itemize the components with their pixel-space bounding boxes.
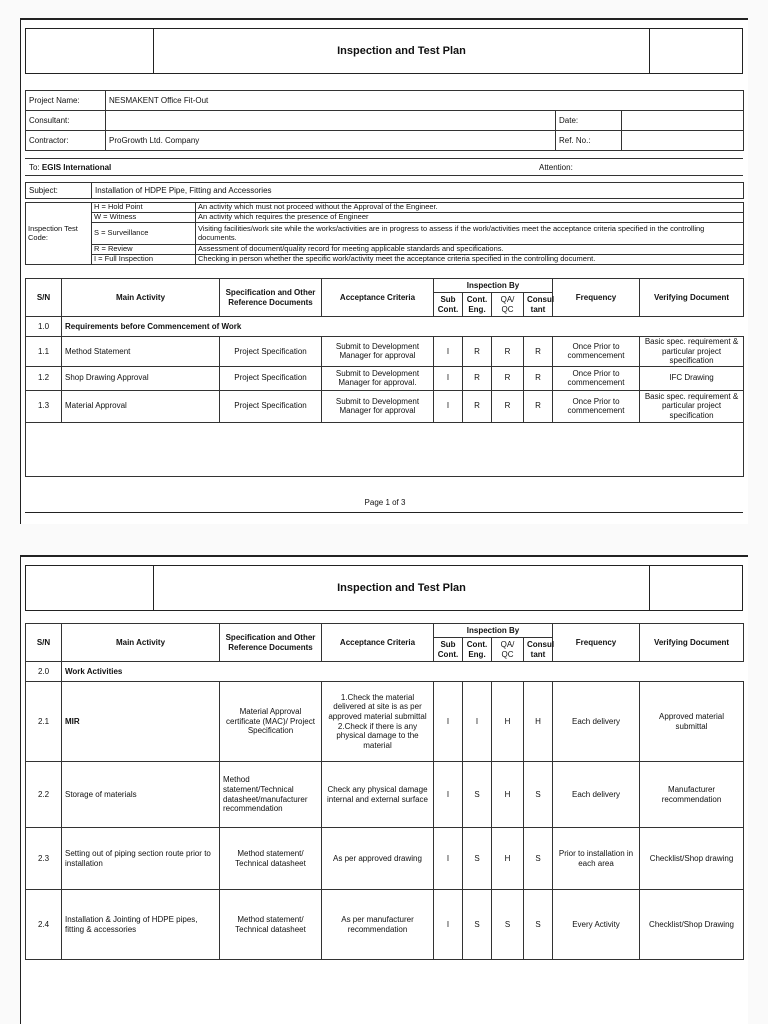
code-i: I = Full Inspection: [92, 255, 196, 265]
row-sn: 1.3: [26, 390, 62, 422]
row-sub-cont: I: [434, 390, 463, 422]
project-name-value: NESMAKENT Office Fit-Out: [106, 91, 744, 111]
consultant-value: [106, 111, 556, 131]
row-sn: 1.1: [26, 337, 62, 367]
row-verifying: Basic spec. requirement & particular project specification: [640, 390, 744, 422]
row-sub-cont: I: [434, 366, 463, 390]
row-verifying: IFC Drawing: [640, 366, 744, 390]
row-qa-qc: S: [492, 890, 524, 960]
row-cont-eng: R: [463, 337, 492, 367]
row-activity: Storage of materials: [62, 762, 220, 828]
row-frequency: Every Activity: [553, 890, 640, 960]
header-consultant: Consul tant: [524, 638, 553, 662]
header-cont-eng: Cont. Eng.: [463, 293, 492, 317]
logo-cell: [26, 566, 154, 610]
logo-cell: [26, 29, 154, 73]
row-consultant: H: [524, 682, 553, 762]
footer-rule: [25, 512, 743, 513]
row-cont-eng: S: [463, 762, 492, 828]
row-sub-cont: I: [434, 890, 463, 960]
header-main-activity: Main Activity: [62, 279, 220, 317]
row-verifying: Checklist/Shop drawing: [640, 828, 744, 890]
table-row: [26, 828, 744, 890]
header-specification: Specification and Other Reference Documents: [220, 624, 322, 662]
row-qa-qc: R: [492, 337, 524, 367]
header-main-activity: Main Activity: [62, 624, 220, 662]
section-title: Work Activities: [62, 662, 744, 682]
table-row: [26, 337, 744, 367]
document-page-1: [20, 18, 748, 524]
date-value: [622, 111, 744, 131]
row-verifying: Basic spec. requirement & particular project specification: [640, 337, 744, 367]
header-sub-cont: Sub Cont.: [434, 293, 463, 317]
row-cont-eng: R: [463, 390, 492, 422]
project-info-table: [25, 90, 744, 151]
row-sub-cont: I: [434, 682, 463, 762]
row-cont-eng: R: [463, 366, 492, 390]
row-activity: Installation & Jointing of HDPE pipes, fitting & accessories: [62, 890, 220, 960]
row-criteria: Check any physical damage internal and external surface: [322, 762, 434, 828]
row-criteria: As per manufacturer recommendation: [322, 890, 434, 960]
ref-no-value: [622, 131, 744, 151]
header-qa-qc: QA/ QC: [492, 638, 524, 662]
header-verifying-document: Verifying Document: [640, 624, 744, 662]
header-sn: S/N: [26, 624, 62, 662]
header-frequency: Frequency: [553, 624, 640, 662]
row-spec: Method statement/Technical datasheet/manufacturer recommendation: [220, 762, 322, 828]
row-sn: 1.2: [26, 366, 62, 390]
row-qa-qc: H: [492, 828, 524, 890]
table-row: [26, 682, 744, 762]
table-row: [26, 366, 744, 390]
document-page-2: [20, 555, 748, 1024]
itp-table-page-2: [25, 623, 744, 960]
code-w: W = Witness: [92, 213, 196, 223]
row-sub-cont: I: [434, 828, 463, 890]
page-title: Inspection and Test Plan: [154, 29, 650, 73]
code-r: R = Review: [92, 245, 196, 255]
attention-label: Attention:: [539, 162, 573, 172]
row-consultant: R: [524, 337, 553, 367]
header-inspection-by: Inspection By: [434, 279, 553, 293]
row-spec: Project Specification: [220, 390, 322, 422]
subject-label: Subject:: [26, 183, 92, 199]
header-inspection-by: Inspection By: [434, 624, 553, 638]
date-label: Date:: [556, 111, 622, 131]
title-right-cell: [650, 566, 742, 610]
row-sn: 2.3: [26, 828, 62, 890]
header-sn: S/N: [26, 279, 62, 317]
row-sub-cont: I: [434, 762, 463, 828]
row-cont-eng: I: [463, 682, 492, 762]
row-activity: Material Approval: [62, 390, 220, 422]
row-qa-qc: H: [492, 762, 524, 828]
table-row: [26, 890, 744, 960]
section-sn: 1.0: [26, 317, 62, 337]
title-block: [25, 565, 743, 611]
row-spec: Material Approval certificate (MAC)/ Project Specification: [220, 682, 322, 762]
contractor-value: ProGrowth Ltd. Company: [106, 131, 556, 151]
row-verifying: Approved material submittal: [640, 682, 744, 762]
inspection-codes-table: [25, 202, 744, 265]
row-spec: Project Specification: [220, 366, 322, 390]
row-activity: Shop Drawing Approval: [62, 366, 220, 390]
code-s-desc: Visiting facilities/work site while the works/activities are in progress to assess if the work/activities meet the acceptance criteria specified in the controlling documents.: [196, 223, 744, 245]
row-activity: Method Statement: [62, 337, 220, 367]
code-w-desc: An activity which requires the presence of Engineer: [196, 213, 744, 223]
header-sub-cont: Sub Cont.: [434, 638, 463, 662]
row-criteria: Submit to Development Manager for approval.: [322, 366, 434, 390]
to-label: To:: [29, 162, 40, 172]
code-i-desc: Checking in person whether the specific work/activity meet the acceptance criteria specified in the controlling document.: [196, 255, 744, 265]
row-cont-eng: S: [463, 890, 492, 960]
row-frequency: Once Prior to commencement: [553, 337, 640, 367]
code-h-desc: An activity which must not proceed without the Approval of the Engineer.: [196, 203, 744, 213]
contractor-label: Contractor:: [26, 131, 106, 151]
header-consultant: Consul tant: [524, 293, 553, 317]
title-block: [25, 28, 743, 74]
row-sn: 2.4: [26, 890, 62, 960]
row-criteria: As per approved drawing: [322, 828, 434, 890]
row-qa-qc: R: [492, 366, 524, 390]
table-row: [26, 762, 744, 828]
section-sn: 2.0: [26, 662, 62, 682]
row-cont-eng: S: [463, 828, 492, 890]
row-spec: Method statement/ Technical datasheet: [220, 890, 322, 960]
section-title: Requirements before Commencement of Work: [62, 317, 744, 337]
row-criteria: Submit to Development Manager for approval: [322, 337, 434, 367]
code-r-desc: Assessment of document/quality record for meeting applicable standards and specifications.: [196, 245, 744, 255]
row-criteria: Submit to Development Manager for approval: [322, 390, 434, 422]
subject-value: Installation of HDPE Pipe, Fitting and Accessories: [92, 183, 744, 199]
header-cont-eng: Cont. Eng.: [463, 638, 492, 662]
row-frequency: Each delivery: [553, 682, 640, 762]
empty-row: [26, 422, 744, 476]
inspection-code-label: Inspection Test Code:: [26, 203, 92, 265]
row-consultant: R: [524, 366, 553, 390]
row-verifying: Checklist/Shop Drawing: [640, 890, 744, 960]
to-recipient: EGIS International: [41, 162, 112, 172]
header-acceptance-criteria: Acceptance Criteria: [322, 624, 434, 662]
table-row: [26, 390, 744, 422]
header-verifying-document: Verifying Document: [640, 279, 744, 317]
row-consultant: S: [524, 828, 553, 890]
title-right-cell: [650, 29, 742, 73]
row-frequency: Once Prior to commencement: [553, 390, 640, 422]
row-frequency: Prior to installation in each area: [553, 828, 640, 890]
row-sub-cont: I: [434, 337, 463, 367]
row-consultant: S: [524, 890, 553, 960]
row-consultant: R: [524, 390, 553, 422]
consultant-label: Consultant:: [26, 111, 106, 131]
project-name-label: Project Name:: [26, 91, 106, 111]
empty-cell: [26, 422, 744, 476]
row-qa-qc: R: [492, 390, 524, 422]
header-acceptance-criteria: Acceptance Criteria: [322, 279, 434, 317]
row-frequency: Once Prior to commencement: [553, 366, 640, 390]
header-specification: Specification and Other Reference Documents: [220, 279, 322, 317]
itp-table-page-1: [25, 278, 744, 477]
header-qa-qc: QA/ QC: [492, 293, 524, 317]
row-activity: MIR: [62, 682, 220, 762]
row-sn: 2.1: [26, 682, 62, 762]
row-qa-qc: H: [492, 682, 524, 762]
row-sn: 2.2: [26, 762, 62, 828]
page-number: Page 1 of 3: [364, 498, 406, 507]
row-spec: Method statement/ Technical datasheet: [220, 828, 322, 890]
to-line: [25, 158, 743, 176]
row-spec: Project Specification: [220, 337, 322, 367]
row-verifying: Manufacturer recommendation: [640, 762, 744, 828]
header-frequency: Frequency: [553, 279, 640, 317]
row-consultant: S: [524, 762, 553, 828]
row-frequency: Each delivery: [553, 762, 640, 828]
code-s: S = Surveillance: [92, 223, 196, 245]
row-activity: Setting out of piping section route prior to installation: [62, 828, 220, 890]
page-title: Inspection and Test Plan: [154, 566, 650, 610]
code-h: H = Hold Point: [92, 203, 196, 213]
subject-table: [25, 182, 744, 199]
ref-no-label: Ref. No.:: [556, 131, 622, 151]
row-criteria: 1.Check the material delivered at site is as per approved material submittal 2.Check if there is any physical damage to the material: [322, 682, 434, 762]
